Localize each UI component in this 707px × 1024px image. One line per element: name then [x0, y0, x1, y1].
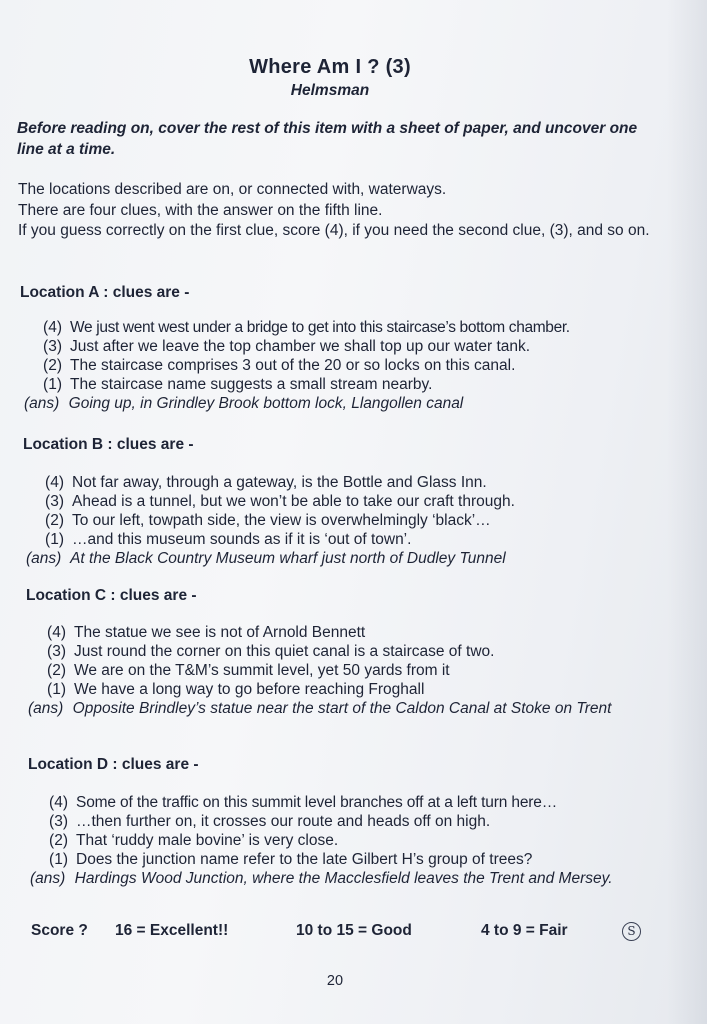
score-good: 10 to 15 = Good — [296, 922, 412, 939]
clue-text: The statue we see is not of Arnold Bennett — [74, 624, 366, 641]
page-edge-shadow — [667, 0, 707, 1024]
clue-number: (4) — [43, 319, 62, 336]
answer-row — [30, 869, 650, 888]
answer-row — [26, 549, 666, 568]
answer-text: Hardings Wood Junction, where the Macclesfield leaves the Trent and Mersey. — [74, 870, 613, 887]
clue-text: That ‘ruddy male bovine’ is very close. — [76, 832, 339, 849]
answer-row — [28, 699, 648, 718]
page-number: 20 — [326, 973, 344, 989]
clue-row — [28, 661, 658, 680]
clue-row — [26, 530, 666, 549]
answer-text: Opposite Brindley’s statue near the start of the Caldon Canal at Stoke on Trent — [72, 700, 612, 717]
clue-row — [30, 812, 650, 831]
clue-number: (4) — [49, 794, 68, 811]
intro-line: The locations described are on, or connected with, waterways. — [18, 181, 447, 198]
clue-text: We are on the T&M’s summit level, yet 50 yards from it — [74, 662, 450, 679]
clue-row — [30, 831, 650, 850]
clue-number: (1) — [43, 376, 62, 393]
answer-label: (ans) — [28, 700, 64, 717]
clue-text: The staircase name suggests a small stream nearby. — [70, 376, 433, 393]
intro-paragraph — [18, 180, 668, 242]
clue-number: (2) — [43, 357, 62, 374]
clue-text: …then further on, it crosses our route and heads off on high. — [76, 813, 491, 830]
clue-number: (2) — [45, 512, 64, 529]
reading-instruction: Before reading on, cover the rest of this item with a sheet of paper, and uncover one line at a time. — [17, 120, 638, 158]
answer-row — [24, 394, 664, 413]
intro-line: There are four clues, with the answer on the fifth line. — [18, 201, 383, 219]
clue-text: The staircase comprises 3 out of the 20 or so locks on this canal. — [70, 357, 516, 374]
clue-number: (1) — [45, 531, 64, 548]
location-d-clues — [30, 793, 650, 888]
clue-text: Ahead is a tunnel, but we won’t be able to take our craft through. — [72, 493, 515, 510]
location-c-heading: Location C : clues are - — [26, 587, 197, 604]
location-d-heading: Location D : clues are - — [28, 756, 199, 773]
location-b-clues — [26, 473, 666, 568]
clue-text: To our left, towpath side, the view is overwhelmingly ‘black’… — [72, 512, 491, 529]
score-excellent: 16 = Excellent!! — [115, 922, 229, 939]
answer-label: (ans) — [24, 395, 60, 412]
score-fair: 4 to 9 = Fair — [481, 922, 568, 939]
clue-text: Not far away, through a gateway, is the Bottle and Glass Inn. — [72, 474, 487, 491]
article-author: Helmsman — [290, 82, 370, 99]
clue-text: …and this museum sounds as if it is ‘out of town’. — [72, 531, 412, 548]
clue-row — [24, 375, 664, 394]
answer-label: (ans) — [26, 550, 62, 567]
clue-number: (1) — [47, 681, 66, 698]
location-a-clues — [24, 318, 664, 413]
clue-text: Just round the corner on this quiet canal is a staircase of two. — [74, 643, 495, 660]
location-b-heading: Location B : clues are - — [23, 436, 194, 453]
clue-row — [26, 492, 666, 511]
intro-line: If you guess correctly on the first clue, score (4), if you need the second clue, (3), and so on. — [18, 222, 650, 239]
clue-number: (4) — [45, 474, 64, 491]
clue-row — [28, 680, 658, 699]
answer-text: At the Black Country Museum wharf just north of Dudley Tunnel — [70, 550, 506, 567]
clue-text: We just went west under a bridge to get into this staircase’s bottom chamber. — [70, 319, 570, 336]
clue-number: (3) — [45, 493, 64, 510]
clue-row — [24, 337, 664, 356]
clue-row — [24, 318, 664, 337]
clue-row — [30, 793, 650, 812]
location-c-clues — [28, 623, 658, 718]
clue-text: Does the junction name refer to the late Gilbert H’s group of trees? — [76, 851, 533, 868]
clue-number: (2) — [49, 832, 68, 849]
clue-row — [26, 511, 666, 530]
score-label: Score ? — [31, 922, 88, 939]
clue-number: (1) — [49, 851, 68, 868]
clue-row — [28, 642, 658, 661]
clue-row — [26, 473, 666, 492]
clue-text: Just after we leave the top chamber we shall top up our water tank. — [70, 338, 531, 355]
seal-logo-icon: S — [622, 922, 641, 941]
clue-number: (2) — [47, 662, 66, 679]
clue-text: We have a long way to go before reaching Froghall — [74, 681, 425, 698]
article-title: Where Am I ? (3) — [249, 56, 411, 78]
location-a-heading: Location A : clues are - — [20, 284, 190, 301]
clue-number: (3) — [47, 643, 66, 660]
clue-row — [30, 850, 650, 869]
clue-number: (3) — [43, 338, 62, 355]
clue-text: Some of the traffic on this summit level branches off at a left turn here… — [76, 794, 558, 811]
clue-number: (3) — [49, 813, 68, 830]
clue-number: (4) — [47, 624, 66, 641]
answer-label: (ans) — [30, 870, 66, 887]
clue-row — [28, 623, 658, 642]
clue-row — [24, 356, 664, 375]
answer-text: Going up, in Grindley Brook bottom lock, Llangollen canal — [68, 395, 464, 412]
